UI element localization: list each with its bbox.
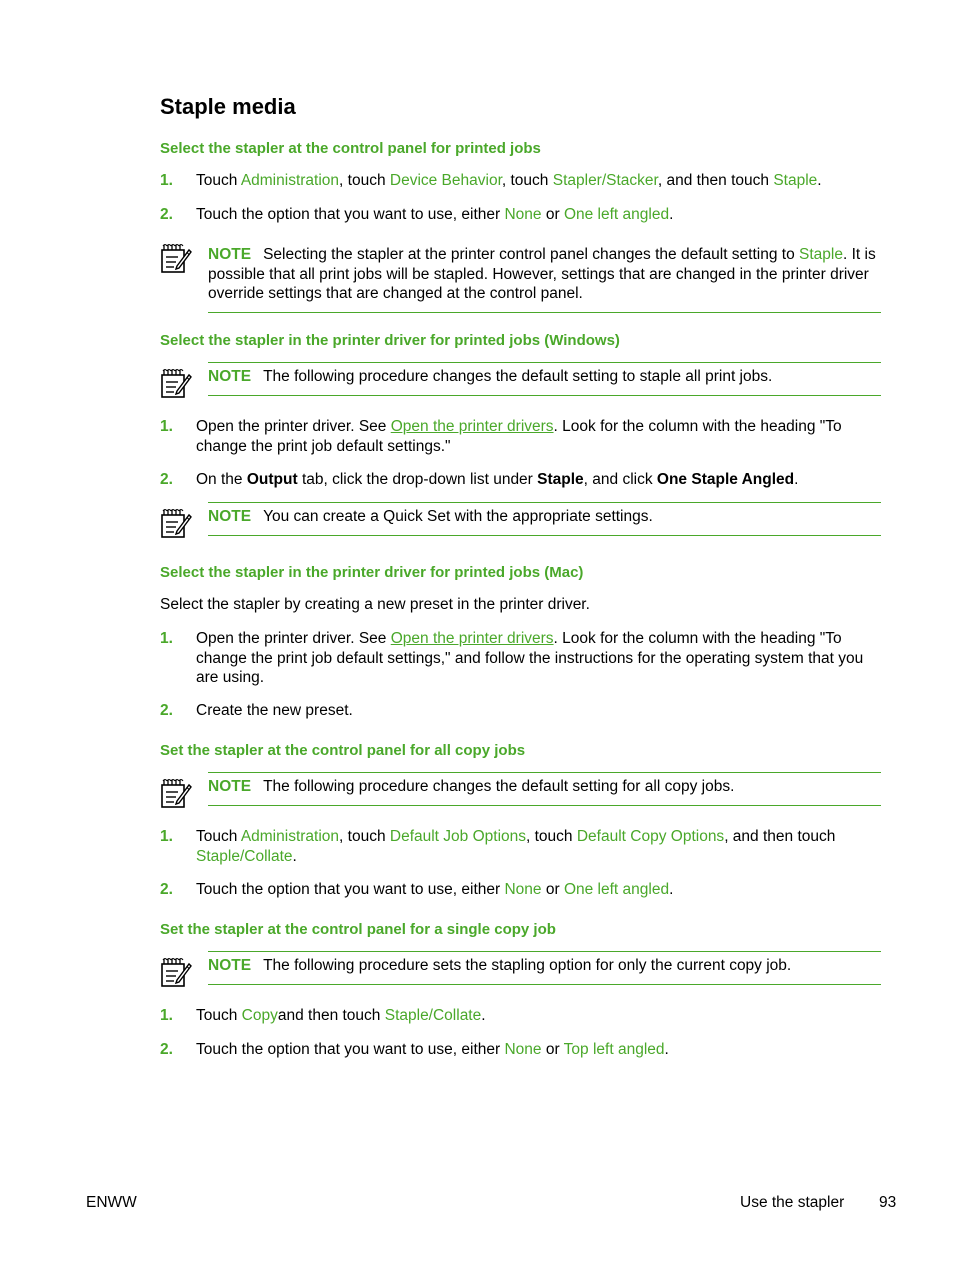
ui-term-none: None xyxy=(504,1041,542,1058)
step-number: 2. xyxy=(160,471,173,488)
list-item xyxy=(160,827,882,866)
note-box: NOTE The following procedure changes the default setting for all copy jobs. xyxy=(208,772,881,806)
note-icon xyxy=(160,956,192,988)
note-box: NOTE Selecting the stapler at the printer control panel changes the default setting to Staple. It is possible that all print jobs will be stapled. However, settings that are changed in the printer driver override settings that are changed at the control panel. xyxy=(208,241,881,313)
list-item xyxy=(160,701,882,721)
step-text: Open the printer driver. See Open the printer drivers. Look for the column with the heading "To change the print job default settings." xyxy=(196,418,842,455)
open-printer-drivers-link[interactable]: Open the printer drivers xyxy=(390,418,554,435)
section-heading-control-panel-printed: Select the stapler at the control panel for printed jobs xyxy=(160,140,541,157)
step-text: Touch Administration, touch Device Behavior, touch Stapler/Stacker, and then touch Staple. xyxy=(196,172,822,189)
note-box: NOTE The following procedure changes the default setting to staple all print jobs. xyxy=(208,362,881,396)
note-box: NOTE The following procedure sets the stapling option for only the current copy job. xyxy=(208,951,881,985)
step-number: 1. xyxy=(160,1007,173,1024)
list-item xyxy=(160,417,882,456)
ui-term-one-left-angled: One left angled xyxy=(563,881,670,898)
section-heading-driver-mac: Select the stapler in the printer driver for printed jobs (Mac) xyxy=(160,564,584,581)
ui-term-default-job-options: Default Job Options xyxy=(389,828,527,845)
open-printer-drivers-link[interactable]: Open the printer drivers xyxy=(390,630,554,647)
ui-term-staple-collate: Staple/Collate xyxy=(196,847,293,865)
step-number: 2. xyxy=(160,1041,173,1058)
ui-term-stapler-stacker: Stapler/Stacker xyxy=(552,172,658,189)
ui-term-top-left-angled: Top left angled xyxy=(563,1041,665,1058)
note-box: NOTE You can create a Quick Set with the appropriate settings. xyxy=(208,502,881,536)
list-item xyxy=(160,880,882,900)
note-icon xyxy=(160,242,192,274)
step-number: 2. xyxy=(160,881,173,898)
step-number: 1. xyxy=(160,630,173,647)
list-item xyxy=(160,629,882,688)
step-text: Touch the option that you want to use, either None or Top left angled. xyxy=(196,1041,669,1058)
step-text: Open the printer driver. See Open the printer drivers. Look for the column with the heading "To change the print job default settings," and follow the instructions for the operating system that you are using. xyxy=(196,630,864,686)
ui-term-administration: Administration xyxy=(240,828,340,845)
ui-term-staple: Staple xyxy=(799,246,843,263)
list-item xyxy=(160,1006,882,1026)
section-heading-single-copy-job: Set the stapler at the control panel for a single copy job xyxy=(160,921,556,938)
note-label: NOTE xyxy=(208,508,252,525)
section-heading-all-copy-jobs: Set the stapler at the control panel for all copy jobs xyxy=(160,742,526,759)
ui-term-device-behavior: Device Behavior xyxy=(389,172,502,189)
ui-term-output: Output xyxy=(246,471,298,488)
step-text: Create the new preset. xyxy=(196,702,353,719)
list-item xyxy=(160,1040,882,1060)
step-text: Touch Copyand then touch Staple/Collate. xyxy=(196,1007,486,1024)
note-label: NOTE xyxy=(208,778,252,795)
list-item xyxy=(160,171,882,191)
list-item xyxy=(160,470,882,490)
step-text: Touch the option that you want to use, either None or One left angled. xyxy=(196,206,674,223)
footer-left: ENWW xyxy=(86,1194,137,1211)
list-item xyxy=(160,205,882,225)
footer-section-title: Use the stapler xyxy=(740,1194,845,1211)
page-number: 93 xyxy=(879,1194,897,1211)
ui-term-administration: Administration xyxy=(240,172,340,189)
ui-term-none: None xyxy=(504,881,542,898)
note-icon xyxy=(160,367,192,399)
ui-term-copy: Copy xyxy=(241,1007,278,1024)
step-number: 2. xyxy=(160,702,173,719)
note-icon xyxy=(160,777,192,809)
ui-term-one-staple-angled: One Staple Angled xyxy=(656,471,795,488)
section-intro: Select the stapler by creating a new preset in the printer driver. xyxy=(160,596,590,613)
ui-term-none: None xyxy=(504,206,542,223)
ui-term-one-left-angled: One left angled xyxy=(563,206,670,223)
note-label: NOTE xyxy=(208,246,252,263)
step-number: 1. xyxy=(160,172,173,189)
ui-term-staple-collate: Staple/Collate xyxy=(384,1007,482,1024)
page-title: Staple media xyxy=(160,94,296,119)
note-label: NOTE xyxy=(208,957,252,974)
step-text: On the Output tab, click the drop-down list under Staple, and click One Staple Angled. xyxy=(196,471,799,488)
note-icon xyxy=(160,507,192,539)
ui-term-default-copy-options: Default Copy Options xyxy=(576,828,725,845)
ui-term-staple: Staple xyxy=(773,172,818,189)
section-heading-driver-windows: Select the stapler in the printer driver for printed jobs (Windows) xyxy=(160,332,620,349)
step-number: 1. xyxy=(160,828,173,845)
step-number: 2. xyxy=(160,206,173,223)
step-number: 1. xyxy=(160,418,173,435)
ui-term-staple: Staple xyxy=(537,471,584,488)
step-text: Touch Administration, touch Default Job Options, touch Default Copy Options, and then touch Staple/Collate. xyxy=(196,828,836,865)
step-text: Touch the option that you want to use, either None or One left angled. xyxy=(196,881,674,898)
note-label: NOTE xyxy=(208,368,252,385)
